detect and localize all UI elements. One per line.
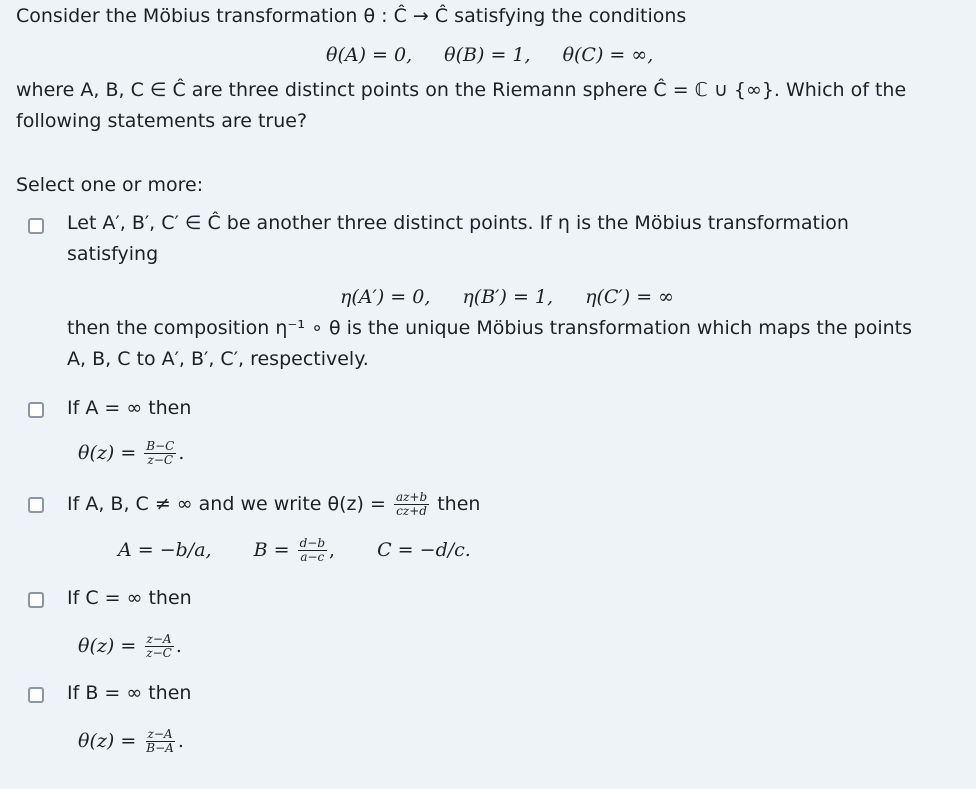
option-4-checkbox[interactable] [28, 592, 44, 608]
option-3-label [67, 491, 480, 518]
option-3-equations [118, 537, 471, 564]
option-5-period: . [177, 730, 184, 752]
option-4-label: If C = ∞ then [67, 587, 192, 609]
option-1-condition-a: η(A′) = 0, [340, 286, 431, 308]
option-3-eq-b-denominator: a−c [300, 550, 325, 564]
select-prompt: Select one or more: [16, 174, 204, 196]
option-2-formula [78, 440, 184, 467]
option-5-checkbox[interactable] [28, 687, 44, 703]
option-2-lhs: θ(z) = [78, 442, 137, 464]
condition-a: θ(A) = 0, [326, 44, 413, 66]
option-3-text: If A, B, C ≠ ∞ and we write θ(z) = [67, 493, 386, 515]
option-1-condition-c: η(C′) = ∞ [585, 286, 674, 308]
option-4-lhs: θ(z) = [78, 635, 137, 657]
option-2-numerator: B−C [146, 439, 175, 453]
option-3-then: then [437, 493, 481, 515]
option-2-checkbox[interactable] [28, 402, 44, 418]
option-3-fraction [394, 491, 429, 518]
option-1-line2: satisfying [67, 243, 159, 265]
condition-c: θ(C) = ∞, [562, 44, 654, 66]
question-text-line3: following statements are true? [16, 110, 308, 132]
option-2-denominator: z−C [147, 453, 174, 467]
option-5-formula [78, 728, 184, 755]
option-1-line1: Let A′, B′, C′ ∈ Ĉ be another three distinct points. If η is the Möbius transformation [67, 212, 849, 234]
option-4-denominator: z−C [146, 646, 172, 660]
option-3-numerator: az+b [395, 490, 428, 504]
option-3-eq-c: C = −d/c. [377, 539, 471, 561]
option-3-eq-b-lhs: B = [253, 539, 290, 561]
question-text-line1: Consider the Möbius transformation θ : Ĉ → Ĉ satisfying the conditions [16, 5, 687, 27]
question-conditions [326, 43, 653, 67]
option-5-label: If B = ∞ then [67, 682, 192, 704]
option-1-checkbox[interactable] [28, 218, 44, 234]
option-4-formula [78, 633, 182, 660]
option-2-label: If A = ∞ then [67, 397, 192, 419]
option-1-condition-b: η(B′) = 1, [462, 286, 554, 308]
option-4-period: . [175, 635, 182, 657]
option-3-denominator: cz+d [396, 504, 427, 518]
option-3-eq-a: A = −b/a, [118, 539, 212, 561]
option-5-numerator: z−A [147, 727, 173, 741]
condition-b: θ(B) = 1, [444, 44, 531, 66]
option-2-period: . [178, 442, 185, 464]
option-5-denominator: B−A [146, 741, 174, 755]
option-3-eq-b-comma: , [329, 539, 336, 561]
option-3-eq-b-numerator: d−b [299, 536, 326, 550]
option-1-line4: A, B, C to A′, B′, C′, respectively. [67, 348, 369, 370]
question-text-line2: where A, B, C ∈ Ĉ are three distinct points on the Riemann sphere Ĉ = ℂ ∪ {∞}. Which of the [16, 79, 907, 101]
option-3-eq-b-fraction [298, 537, 327, 564]
option-3-checkbox[interactable] [28, 497, 44, 513]
option-2-fraction [144, 440, 176, 467]
option-1-conditions [340, 285, 674, 309]
option-4-fraction [144, 633, 174, 660]
option-5-lhs: θ(z) = [78, 730, 137, 752]
option-1-line3: then the composition η⁻¹ ∘ θ is the unique Möbius transformation which maps the points [67, 317, 912, 339]
option-5-fraction [144, 728, 176, 755]
option-4-numerator: z−A [146, 632, 172, 646]
